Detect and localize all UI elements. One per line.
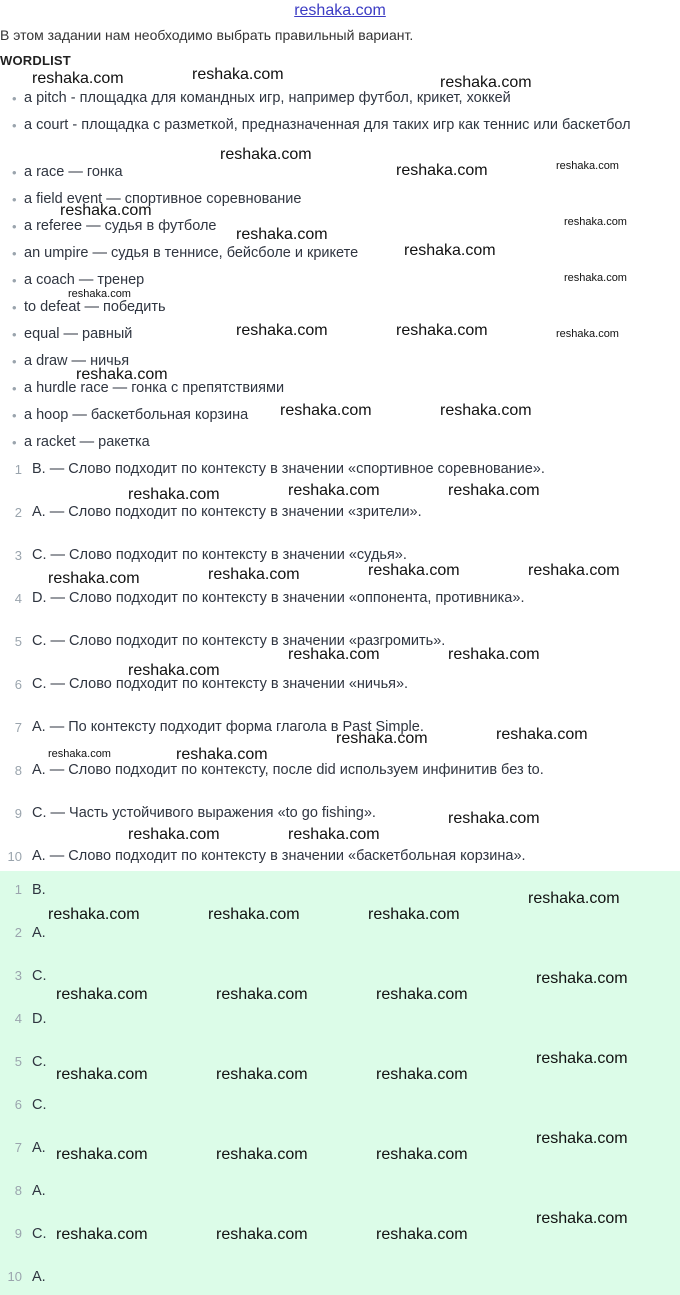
intro-text: В этом задании нам необходимо выбрать правильный вариант.: [0, 27, 414, 43]
watermark-text: reshaka.com: [368, 562, 460, 579]
watermark-text: reshaka.com: [440, 74, 532, 91]
watermark-text: reshaka.com: [288, 646, 380, 663]
bullet-icon: •: [12, 435, 17, 450]
watermark-text: reshaka.com: [536, 1130, 628, 1147]
bullet-icon: •: [12, 327, 17, 342]
watermark-text: reshaka.com: [440, 402, 532, 419]
wordlist-title: WORDLIST: [0, 53, 71, 68]
wordlist-item: • a referee — судья в футболе: [12, 218, 217, 234]
watermark-text: reshaka.com: [216, 1226, 308, 1243]
watermark-text: reshaka.com: [128, 662, 220, 679]
watermark-text: reshaka.com: [60, 202, 152, 219]
watermark-text: reshaka.com: [376, 1066, 468, 1083]
watermark-text: reshaka.com: [68, 288, 131, 300]
watermark-text: reshaka.com: [192, 66, 284, 83]
watermark-text: reshaka.com: [448, 646, 540, 663]
wordlist-item: • a draw — ничья: [12, 353, 130, 369]
watermark-text: reshaka.com: [368, 906, 460, 923]
watermark-text: reshaka.com: [396, 322, 488, 339]
watermark-text: reshaka.com: [396, 162, 488, 179]
watermark-text: reshaka.com: [536, 1050, 628, 1067]
watermark-text: reshaka.com: [56, 1146, 148, 1163]
wordlist-item: • a hurdle race — гонка с препятствиями: [12, 380, 285, 396]
bullet-icon: •: [12, 246, 17, 261]
watermark-text: reshaka.com: [220, 146, 312, 163]
wordlist-item: • equal — равный: [12, 326, 133, 342]
watermark-text: reshaka.com: [376, 986, 468, 1003]
watermark-text: reshaka.com: [216, 986, 308, 1003]
watermark-text: reshaka.com: [128, 826, 220, 843]
watermark-text: reshaka.com: [56, 1226, 148, 1243]
watermark-text: reshaka.com: [288, 826, 380, 843]
watermark-text: reshaka.com: [236, 322, 328, 339]
bullet-icon: •: [12, 408, 17, 423]
wordlist-item: • a hoop — баскетбольная корзина: [12, 407, 249, 423]
watermark-text: reshaka.com: [208, 906, 300, 923]
bullet-icon: •: [12, 300, 17, 315]
watermark-text: reshaka.com: [56, 986, 148, 1003]
watermark-text: reshaka.com: [216, 1146, 308, 1163]
bullet-icon: •: [12, 91, 17, 106]
bullet-icon: •: [12, 118, 17, 133]
watermark-text: reshaka.com: [404, 242, 496, 259]
watermark-text: reshaka.com: [556, 328, 619, 340]
watermark-text: reshaka.com: [48, 570, 140, 587]
bullet-icon: •: [12, 192, 17, 207]
wordlist-item: • a pitch - площадка для командных игр, например футбол, крикет, хоккей: [12, 90, 511, 106]
site-link[interactable]: reshaka.com: [294, 2, 386, 19]
watermark-text: reshaka.com: [288, 482, 380, 499]
wordlist-item: • an umpire — судья в теннисе, бейсболе и крикете: [12, 245, 359, 261]
watermark-text: reshaka.com: [56, 1066, 148, 1083]
watermark-text: reshaka.com: [536, 970, 628, 987]
watermark-text: reshaka.com: [176, 746, 268, 763]
bullet-icon: •: [12, 219, 17, 234]
watermark-text: reshaka.com: [448, 482, 540, 499]
wordlist-item: • a court - площадка с разметкой, предназначенная для таких игр как теннис или баскетбол: [12, 117, 631, 133]
watermark-text: reshaka.com: [528, 890, 620, 907]
wordlist-item: • a coach — тренер: [12, 272, 145, 288]
wordlist-item: • a field event — спортивное соревнование: [12, 191, 302, 207]
watermark-text: reshaka.com: [564, 272, 627, 284]
watermark-text: reshaka.com: [128, 486, 220, 503]
watermark-text: reshaka.com: [76, 366, 168, 383]
watermark-text: reshaka.com: [48, 748, 111, 760]
watermark-text: reshaka.com: [528, 562, 620, 579]
watermark-text: reshaka.com: [208, 566, 300, 583]
watermark-text: reshaka.com: [564, 216, 627, 228]
watermark-text: reshaka.com: [556, 160, 619, 172]
watermark-text: reshaka.com: [236, 226, 328, 243]
watermark-text: reshaka.com: [496, 726, 588, 743]
watermark-text: reshaka.com: [376, 1226, 468, 1243]
wordlist-item: • a racket — ракетка: [12, 434, 150, 450]
bullet-icon: •: [12, 354, 17, 369]
bullet-icon: •: [12, 165, 17, 180]
watermark-text: reshaka.com: [216, 1066, 308, 1083]
watermark-text: reshaka.com: [336, 730, 428, 747]
wordlist-item: • to defeat — победить: [12, 299, 166, 315]
watermark-text: reshaka.com: [448, 810, 540, 827]
watermark-text: reshaka.com: [280, 402, 372, 419]
watermark-text: reshaka.com: [32, 70, 124, 87]
wordlist-item: • a race — гонка: [12, 164, 123, 180]
watermark-text: reshaka.com: [48, 906, 140, 923]
bullet-icon: •: [12, 381, 17, 396]
bullet-icon: •: [12, 273, 17, 288]
watermark-text: reshaka.com: [376, 1146, 468, 1163]
watermark-text: reshaka.com: [536, 1210, 628, 1227]
